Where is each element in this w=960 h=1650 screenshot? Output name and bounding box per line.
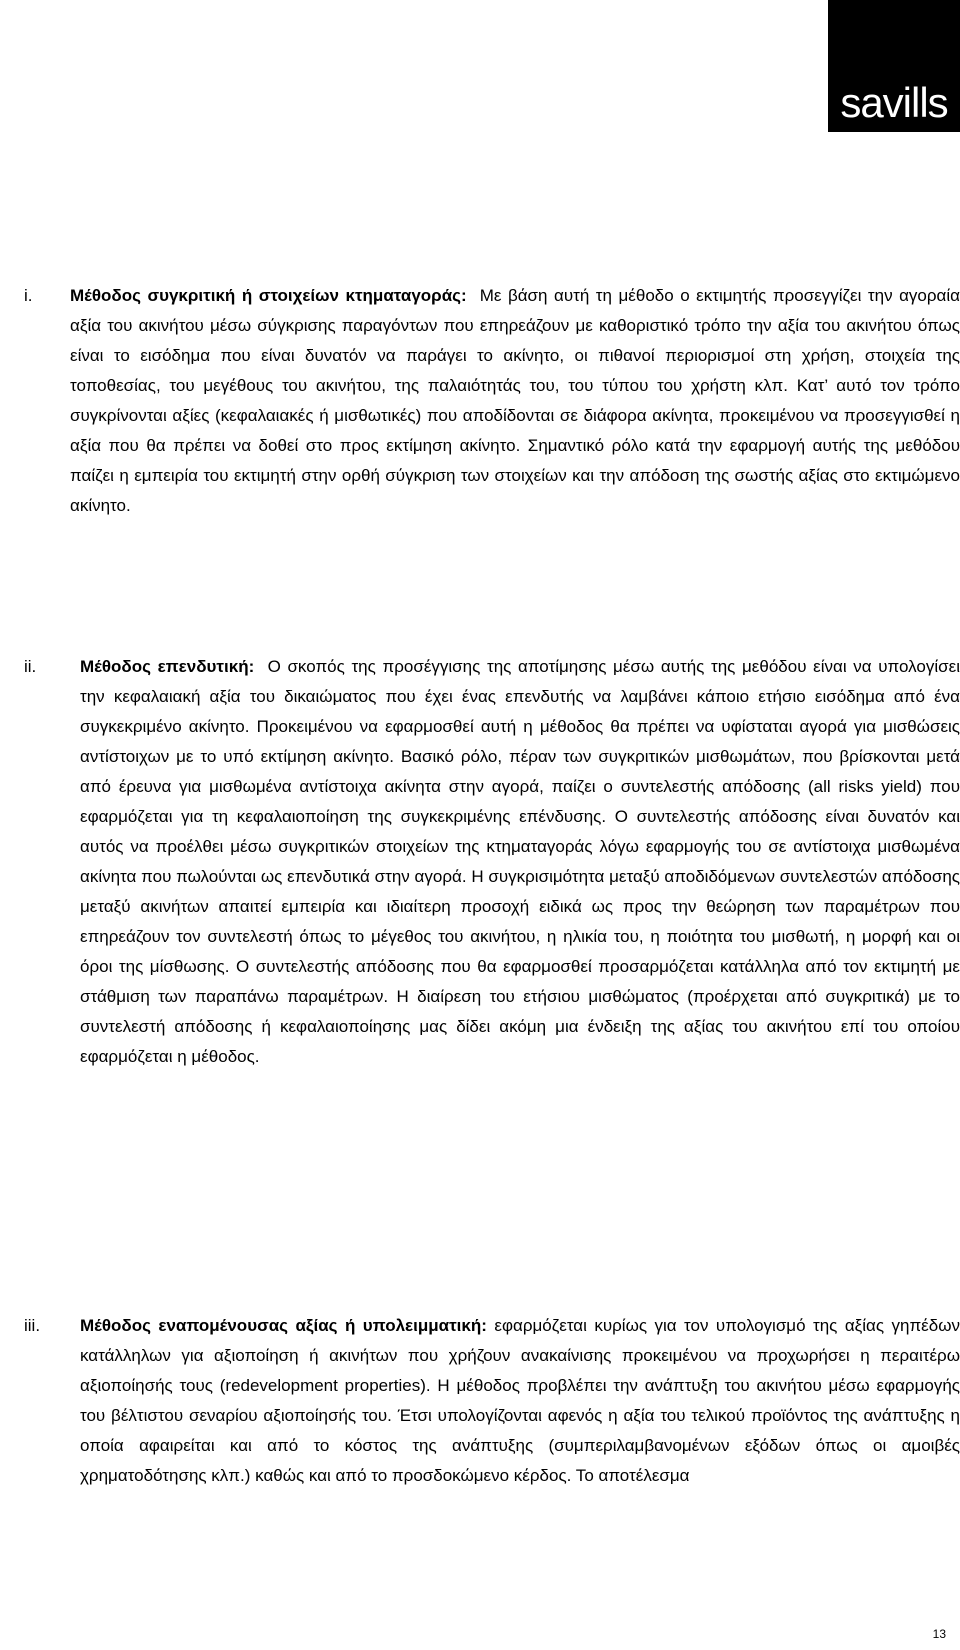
item-number: iii. xyxy=(24,1316,41,1335)
item-heading: Μέθοδος συγκριτική ή στοιχείων κτηματαγοράς: xyxy=(70,286,467,305)
item-body xyxy=(70,281,960,521)
logo-text: savills xyxy=(840,79,948,126)
item-number: ii. xyxy=(24,657,37,676)
item-text: Ο σκοπός της προσέγγισης της αποτίμησης μέσω αυτής της μεθόδου είναι να υπολογίσει την κεφαλαιακή αξία του δικαιώματος που έχει ένας επενδυτής να λαμβάνει κάποιο ετήσιο εισόδημα από ένα συγκεκριμένο ακίνητο. Προκειμένου να εφαρμοσθεί αυτή η μέθοδος θα πρέπει να υφίσταται αγορά για μισθώσεις αντίστοιχων με το υπό εκτίμηση ακίνητο. Βασικό ρόλο, πέραν των συγκριτικών μισθωμάτων, που βρίσκονται μετά από έρευνα για μισθωμένα αντίστοιχα ακίνητα στην αγορά, παίζει ο συντελεστής απόδοσης (all risks yield) που εφαρμόζεται για τη κεφαλαιοποίηση της συγκεκριμένης επένδυσης. Ο συντελεστής απόδοσης είναι δυνατόν και αυτός να προέλθει μέσω συγκριτικών στοιχείων της κτηματαγοράς λόγω εφαρμογής του σε αντίστοιχα μισθωμένα ακίνητα που πωλούνται ως επενδυτικά στην αγορά. Η συγκρισιμότητα μεταξύ αποδιδόμενων συντελεστών απόδοσης μεταξύ ακινήτων απαιτεί εμπειρία και ιδιαίτερη προσοχή ειδικά ως προς την θεώρηση των παραμέτρων που επηρεάζουν τον συντελεστή όπως το μέγεθος του ακινήτου, η ηλικία του, η ποιότητα του μισθωτή, η μορφή και οι όροι της μίσθωσης. Ο συντελεστής απόδοσης που θα εφαρμοσθεί προσαρμόζεται κατάλληλα από τον εκτιμητή με στάθμιση των παραπάνω παραμέτρων. Η διαίρεση του ετήσιου μισθώματος (προέρχεται από συγκριτικά) με το συντελεστή απόδοσης ή κεφαλαιοποίησης μας δίδει ακόμη μια ένδειξη της αξίας του ακινήτου επί του οποίου εφαρμόζεται η μέθοδος. xyxy=(80,657,960,1066)
item-text: Με βάση αυτή τη μέθοδο ο εκτιμητής προσεγγίζει την αγοραία αξία του ακινήτου μέσω σύγκρισης παραγόντων που επηρεάζουν με καθοριστικό τρόπο την αξία του ακινήτου όπως είναι το εισόδημα που είναι δυνατόν να παράγει το ακίνητο, οι πιθανοί περιορισμοί στη χρήση, στοιχεία της τοποθεσίας, του μεγέθους του ακινήτου, της παλαιότητάς του, του τύπου του χρήστη κλπ. Κατ’ αυτό τον τρόπο συγκρίνονται αξίες (κεφαλαιακές ή μισθωτικές) που αποδίδονται σε διάφορα ακίνητα, προκειμένου να προσεγγισθεί η αξία που θα πρέπει να δοθεί στο προς εκτίμηση ακίνητο. Σημαντικό ρόλο κατά την εφαρμογή αυτής της μεθόδου παίζει η εμπειρία του εκτιμητή στην ορθή σύγκριση των στοιχείων και την απόδοση της σωστής αξίας στο εκτιμώμενο ακίνητο. xyxy=(70,286,960,515)
method-item-residual xyxy=(24,1311,960,1491)
savills-logo xyxy=(828,0,960,132)
method-item-comparative xyxy=(24,281,960,521)
item-text: εφαρμόζεται κυρίως για τον υπολογισμό της αξίας γηπέδων κατάλληλων για αξιοποίηση ή ακινήτων που χρήζουν ανακαίνισης προκειμένου να προχωρήσει η περαιτέρω αξιοποίησής τους (redevelopment properties). Η μέθοδος προβλέπει την ανάπτυξη του ακινήτου μέσω εφαρμογής του βέλτιστου σεναρίου αξιοποίησής του. Έτσι υπολογίζονται αφενός η αξία του τελικού προϊόντος της ανάπτυξης η οποία αφαιρείται και από το κόστος της ανάπτυξης (συμπεριλαμβανομένων εξόδων όπως οι αμοιβές χρηματοδότησης κλπ.) καθώς και από το προσδοκώμενο κέρδος. Το αποτέλεσμα xyxy=(80,1316,960,1485)
item-number: i. xyxy=(24,286,33,305)
item-heading: Μέθοδος επενδυτική: xyxy=(80,657,255,676)
item-body xyxy=(80,652,960,1072)
method-item-investment xyxy=(24,652,960,1072)
item-body xyxy=(80,1311,960,1491)
page-number: 13 xyxy=(932,1627,946,1641)
item-heading: Μέθοδος εναπομένουσας αξίας ή υπολειμματική: xyxy=(80,1316,487,1335)
